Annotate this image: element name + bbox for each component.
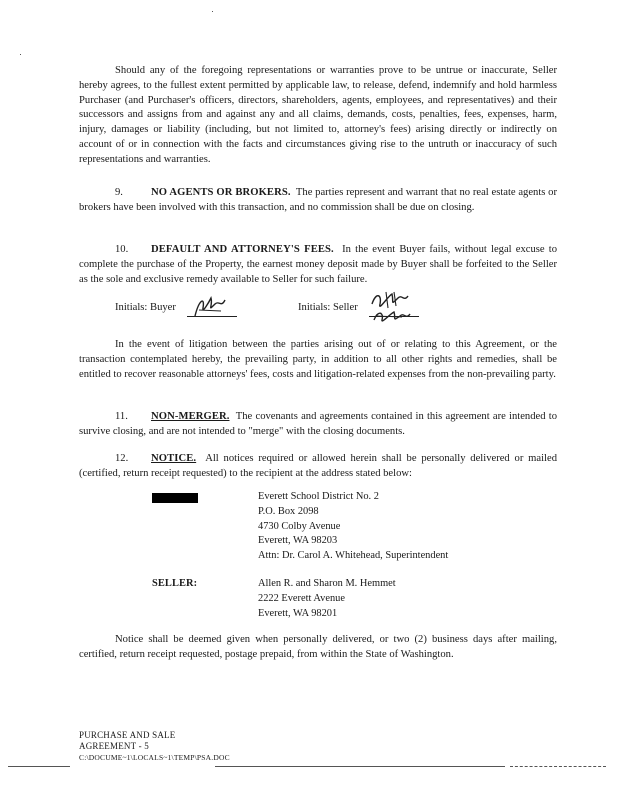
scan-speck xyxy=(20,54,21,55)
buyer-initials-signature xyxy=(191,294,231,320)
initials-seller-label: Initials: Seller xyxy=(298,302,358,313)
footer-rule-middle xyxy=(215,766,505,767)
address-line: 2222 Everett Avenue xyxy=(258,592,345,604)
redaction-bar xyxy=(152,493,198,503)
section-number: 12. xyxy=(115,453,129,464)
purchaser-address-block xyxy=(258,490,448,564)
address-line: P.O. Box 2098 xyxy=(258,505,319,517)
address-line: 4730 Colby Avenue xyxy=(258,520,341,532)
scan-speck xyxy=(212,11,213,12)
notice-closing-paragraph: Notice shall be deemed given when personally delivered, or two (2) business days after mailing, certified, return receipt requested, postage prepaid, from within the State of Washington. xyxy=(79,634,557,660)
address-line: Everett, WA 98203 xyxy=(258,535,338,547)
footer-line: C:\DOCUME~1\LOCALS~1\TEMP\PSA.DOC xyxy=(79,753,230,762)
address-line: Everett School District No. 2 xyxy=(258,491,379,502)
initials-buyer-label: Initials: Buyer xyxy=(115,302,176,313)
footer-rule-right xyxy=(510,766,606,767)
section-number: 9. xyxy=(115,187,123,198)
seller-initials-signature xyxy=(366,290,412,328)
section-number: 11. xyxy=(115,411,128,422)
section-number: 10. xyxy=(115,244,129,255)
footer-rule-left xyxy=(8,766,70,767)
section-heading: NO AGENTS OR BROKERS. xyxy=(151,187,291,198)
initials-row xyxy=(0,298,618,328)
section-heading: DEFAULT AND ATTORNEY'S FEES. xyxy=(151,244,334,255)
section-body: In the event Buyer fails, without legal excuse to complete the purchase of the Property, the earnest money deposit made by Buyer shall be forfeited to the Seller as the sole and exclusive remedy available to Seller for such failure. xyxy=(79,244,557,285)
section-10 xyxy=(79,243,557,287)
section-8-continuation: Should any of the foregoing representations or warranties prove to be untrue or inaccurate, Seller hereby agrees, to the fullest extent permitted by applicable law, to release, defend, indemnify and hold harmless Purchaser (and Purchaser's officers, directors, shareholders, agents, employees, and representatives) and their successors and assigns from and against any and all claims, demands, costs, penalties, fees, expenses, harm, injury, damages or liability (including, but not limited to, attorney's fees) arising directly or indirectly on account of or in connection with the facts and circumstances giving rise to the untruth or inaccuracy of such representations and warranties. xyxy=(79,65,557,165)
footer-line: PURCHASE AND SALE xyxy=(79,730,176,740)
section-12 xyxy=(79,452,557,482)
litigation-paragraph: In the event of litigation between the parties arising out of or relating to this Agreement, or the transaction contemplated hereby, the prevailing party, in addition to all other rights and remedies, shall be entitled to recover reasonable attorneys' fees, costs and litigation-related expenses from the non-prevailing party. xyxy=(79,339,557,380)
section-11 xyxy=(79,410,557,440)
seller-label: SELLER: xyxy=(152,578,198,589)
section-body: The covenants and agreements contained in this agreement are intended to survive closing, and are not intended to "merge" with the closing documents. xyxy=(79,411,557,437)
section-body: All notices required or allowed herein shall be personally delivered or mailed (certified, return receipt requested) to the recipient at the address stated below: xyxy=(79,453,557,479)
section-9 xyxy=(79,186,557,216)
document-footer xyxy=(79,730,230,763)
footer-line: AGREEMENT - 5 xyxy=(79,741,149,751)
section-heading: NOTICE. xyxy=(151,453,197,464)
section-heading: NON-MERGER. xyxy=(151,411,230,422)
address-line: Attn: Dr. Carol A. Whitehead, Superintendent xyxy=(258,550,449,562)
section-body: The parties represent and warrant that no real estate agents or brokers have been involved with this transaction, and no commission shall be due on closing. xyxy=(79,187,558,213)
address-line: Allen R. and Sharon M. Hemmet xyxy=(258,578,396,589)
address-line: Everett, WA 98201 xyxy=(258,607,338,619)
seller-address-block xyxy=(258,577,396,621)
